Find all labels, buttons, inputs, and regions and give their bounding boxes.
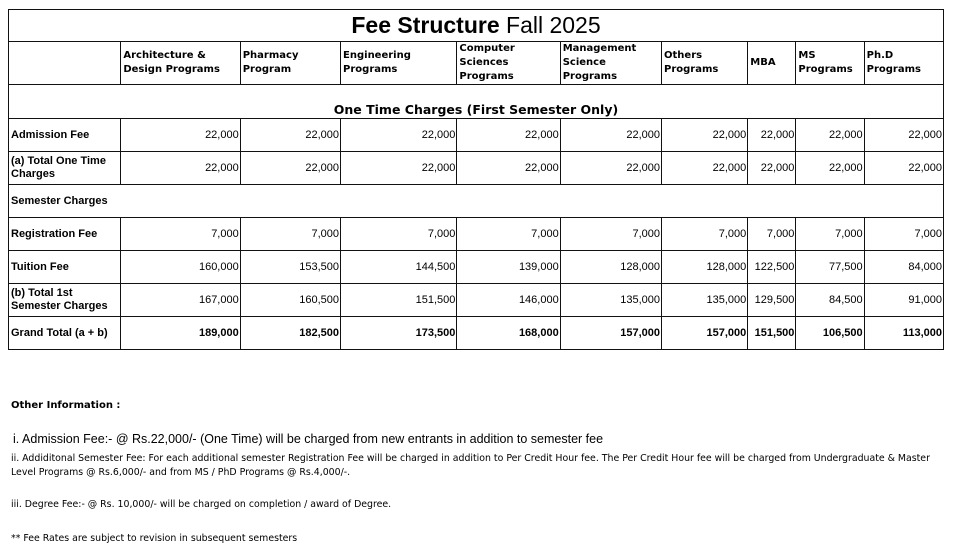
table-row [9,251,944,284]
fee-value-cell: 113,000 [864,317,943,350]
fee-value-cell: 129,500 [748,284,796,317]
fee-value-cell: 7,000 [240,218,340,251]
fee-value-cell: 22,000 [748,119,796,152]
info-item-admission: i. Admission Fee:- @ Rs.22,000/- (One Time) will be charged from new entrants in addition to semester fee [13,432,604,446]
fee-value-cell: 22,000 [341,152,457,185]
fee-value-cell: 146,000 [457,284,560,317]
fee-value-cell: 7,000 [864,218,943,251]
fee-revision-note: ** Fee Rates are subject to revision in subsequent semesters [11,533,298,544]
one-time-section-heading: One Time Charges (First Semester Only) [9,85,944,119]
fee-table [8,9,944,350]
program-header: Computer Sciences Programs [457,42,560,85]
fee-value-cell: 22,000 [864,119,943,152]
fee-value-cell: 84,000 [864,251,943,284]
fee-value-cell: 91,000 [864,284,943,317]
fee-value-cell: 128,000 [560,251,661,284]
fee-value-cell: 7,000 [560,218,661,251]
program-header: Management Science Programs [560,42,661,85]
fee-value-cell: 22,000 [457,119,560,152]
info-item-additional-semester: ii. Addiditonal Semester Fee: For each additional semester Registration Fee will be charged in addition to Per Credit Hour fee. The Per Credit Hour fee will be charged from Undergraduate & Master Level Programs @ Rs.6,000/- and from MS / PhD Programs @ Rs.4,000/-. [11,453,930,478]
fee-value-cell: 22,000 [662,152,748,185]
fee-value-cell: 168,000 [457,317,560,350]
fee-value-cell: 7,000 [662,218,748,251]
fee-value-cell: 22,000 [864,152,943,185]
row-label: Tuition Fee [9,251,121,284]
fee-value-cell: 22,000 [796,119,864,152]
table-row [9,152,944,185]
program-header: Engineering Programs [341,42,457,85]
fee-value-cell: 157,000 [662,317,748,350]
table-row [9,119,944,152]
fee-value-cell: 22,000 [796,152,864,185]
fee-value-cell: 77,500 [796,251,864,284]
semester-section-heading: Semester Charges [9,185,944,218]
fee-value-cell: 22,000 [662,119,748,152]
program-header: Others Programs [662,42,748,85]
fee-value-cell: 144,500 [341,251,457,284]
fee-value-cell: 128,000 [662,251,748,284]
fee-value-cell: 22,000 [240,152,340,185]
row-label: Grand Total (a + b) [9,317,121,350]
fee-value-cell: 22,000 [240,119,340,152]
fee-value-cell: 7,000 [457,218,560,251]
program-header-row [9,42,944,85]
fee-value-cell: 22,000 [341,119,457,152]
fee-value-cell: 22,000 [457,152,560,185]
program-header: MBA [748,42,796,85]
fee-value-cell: 173,500 [341,317,457,350]
info-item-degree: iii. Degree Fee:- @ Rs. 10,000/- will be charged on completion / award of Degree. [11,499,392,510]
program-header: Ph.D Programs [864,42,943,85]
table-row [9,317,944,350]
program-header: Pharmacy Program [240,42,340,85]
fee-value-cell: 189,000 [121,317,240,350]
fee-value-cell: 160,500 [240,284,340,317]
fee-value-cell: 160,000 [121,251,240,284]
fee-value-cell: 22,000 [121,119,240,152]
fee-value-cell: 122,500 [748,251,796,284]
row-label: (b) Total 1st Semester Charges [9,284,121,317]
fee-value-cell: 135,000 [662,284,748,317]
fee-value-cell: 7,000 [121,218,240,251]
fee-value-cell: 7,000 [796,218,864,251]
fee-value-cell: 151,500 [748,317,796,350]
fee-value-cell: 7,000 [748,218,796,251]
fee-value-cell: 22,000 [560,119,661,152]
row-label: Admission Fee [9,119,121,152]
fee-value-cell: 157,000 [560,317,661,350]
title-regular: Fall 2025 [499,12,601,38]
row-label: Registration Fee [9,218,121,251]
header-blank-cell [9,42,121,85]
fee-value-cell: 135,000 [560,284,661,317]
table-row [9,284,944,317]
fee-value-cell: 153,500 [240,251,340,284]
fee-value-cell: 106,500 [796,317,864,350]
fee-value-cell: 22,000 [560,152,661,185]
fee-value-cell: 7,000 [341,218,457,251]
fee-value-cell: 22,000 [121,152,240,185]
program-header: Architecture & Design Programs [121,42,240,85]
other-info-heading: Other Information : [11,400,121,411]
fee-value-cell: 22,000 [748,152,796,185]
fee-value-cell: 167,000 [121,284,240,317]
fee-value-cell: 139,000 [457,251,560,284]
title-bold: Fee Structure [351,12,500,38]
fee-value-cell: 182,500 [240,317,340,350]
fee-value-cell: 151,500 [341,284,457,317]
table-row [9,218,944,251]
fee-value-cell: 84,500 [796,284,864,317]
program-header: MS Programs [796,42,864,85]
table-title [9,10,944,42]
row-label: (a) Total One Time Charges [9,152,121,185]
